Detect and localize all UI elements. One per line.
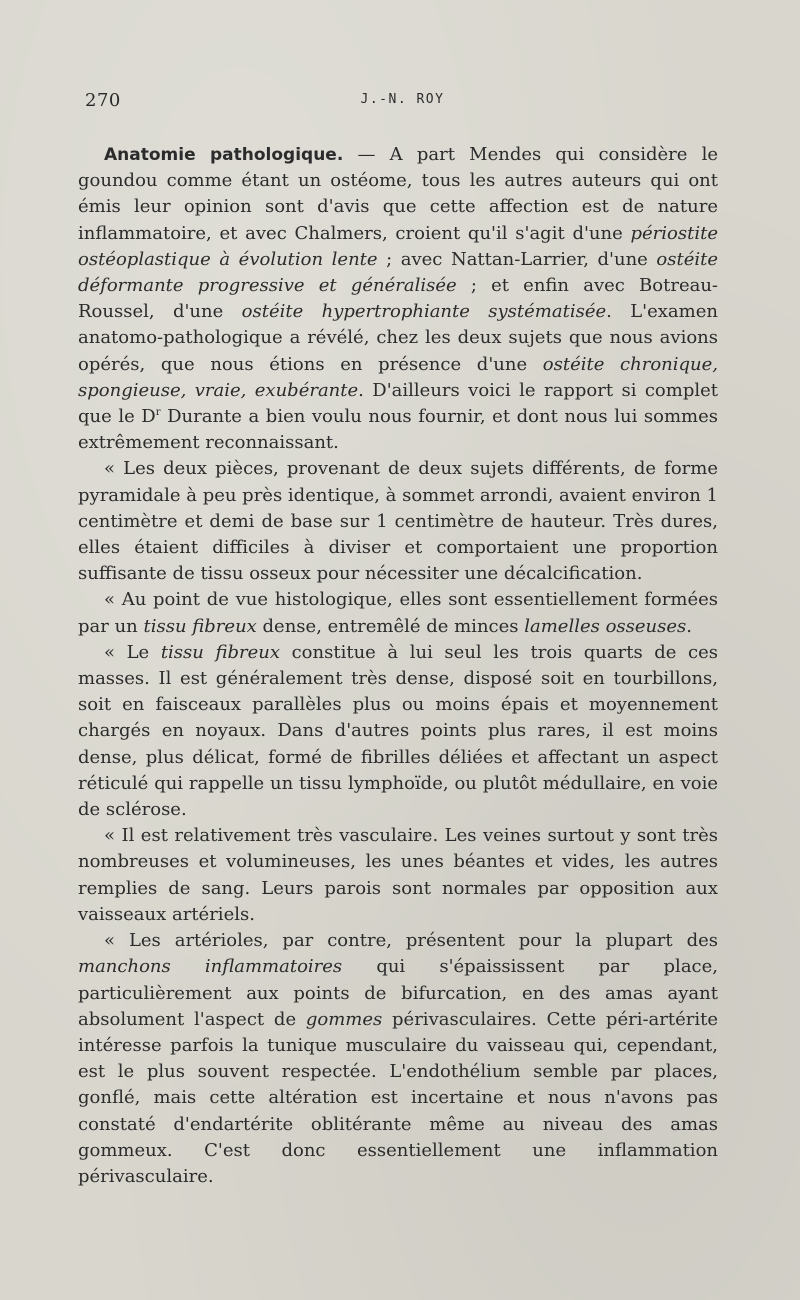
text-run: . D'ailleurs voici le rapport si complet que le D: [78, 379, 719, 428]
paragraph-tissu-fibreux: [78, 640, 718, 823]
paragraph-arterioles: [78, 928, 718, 1190]
italic-term: manchons inflammatoires: [78, 956, 343, 978]
text-run: .: [686, 615, 692, 637]
italic-term: tissu fibreux: [143, 615, 257, 637]
paragraph-anatomie: [78, 142, 718, 456]
italic-term: lamelles osseuses: [524, 615, 687, 637]
page-number: 270: [85, 90, 121, 111]
text-run: constitue à lui seul les trois quarts de ces masses. Il est généralement très dense, disposé soit en tourbillons, soit en faisceaux parallèles plus ou moins épais et moyennement chargés en noyaux. Dans d'autres points plus rares, il est moins dense, plus délicat, formé de fibrilles déliées et affectant un aspect réticulé qui rappelle un tissu lymphoïde, ou plutôt médullaire, en voie de sclérose.: [78, 641, 719, 821]
italic-term: ostéite déformante progressive et généralisée: [78, 248, 718, 297]
italic-term: ostéite chronique, spongieuse, vraie, exubérante: [78, 353, 719, 401]
paragraph-vasculaire: [78, 823, 718, 928]
paragraph-histologie: [78, 587, 718, 639]
text-run: ; avec Nattan-Larrier, d'une: [377, 248, 657, 270]
text-run: périvasculaires. Cette péri-artérite intéresse parfois la tunique musculaire du vaisseau qui, cependant, est le plus souvent respectée. L'endothélium semble par places, gonflé, mais cette altération est incertaine et nous n'avons pas constaté d'endartérite oblitérante même au niveau des amas gommeux. C'est donc essentiellement une inflammation périvasculaire.: [78, 1008, 719, 1187]
text-run: Durante a bien voulu nous fournir, et dont nous lui sommes extrêmement reconnaissant.: [78, 406, 718, 454]
paragraph-pieces: [78, 456, 718, 587]
section-heading: Anatomie pathologique.: [104, 145, 344, 165]
text-run: dense, entremêlé de minces: [256, 615, 525, 637]
text-run: — A part Mendes qui considère le goundou comme étant un ostéome, tous les autres auteurs qui ont émis leur opinion sont d'avis que cette affection est de nature inflammatoire, et avec Chalmers, croient qu'il s'agit d'une: [78, 144, 719, 244]
superscript: r: [155, 407, 161, 419]
body-text: [78, 142, 718, 1190]
text-run: « Les artérioles, par contre, présentent pour la plupart des: [104, 930, 718, 952]
text-run: « Au point de vue histologique, elles sont essentiellement formées par un: [78, 589, 718, 637]
text-run: ; et enfin avec Botreau-Roussel, d'une: [78, 275, 719, 323]
italic-term: tissu fibreux: [160, 641, 280, 663]
italic-term: gommes: [305, 1008, 383, 1030]
running-head: J.-N. ROY: [360, 92, 445, 107]
italic-term: périostite ostéoplastique à évolution lente: [78, 222, 718, 270]
text-run: qui s'épaississent par place, particulièrement aux points de bifurcation, en des amas ayant absolument l'aspect de: [78, 956, 719, 1030]
text-run: . L'examen anatomo-pathologique a révélé, chez les deux sujets que nous avions opérés, que nous étions en présence d'une: [78, 301, 718, 375]
text-run: « Le: [104, 641, 161, 663]
text-run: « Les deux pièces, provenant de deux sujets différents, de forme pyramidale à peu près identique, à sommet arrondi, avaient environ 1 centimètre et demi de base sur 1 centimètre de hauteur. Très dures, elles étaient difficiles à diviser et comportaient une proportion suffisante de tissu osseux pour nécessiter une décalcification.: [78, 458, 718, 585]
page-header: [85, 90, 720, 114]
text-run: « Il est relativement très vasculaire. Les veines surtout y sont très nombreuses et volumineuses, les unes béantes et vides, les autres remplies de sang. Leurs parois sont normales par opposition aux vaisseaux artériels.: [78, 825, 718, 925]
italic-term: ostéite hypertrophiante systématisée: [241, 301, 607, 323]
